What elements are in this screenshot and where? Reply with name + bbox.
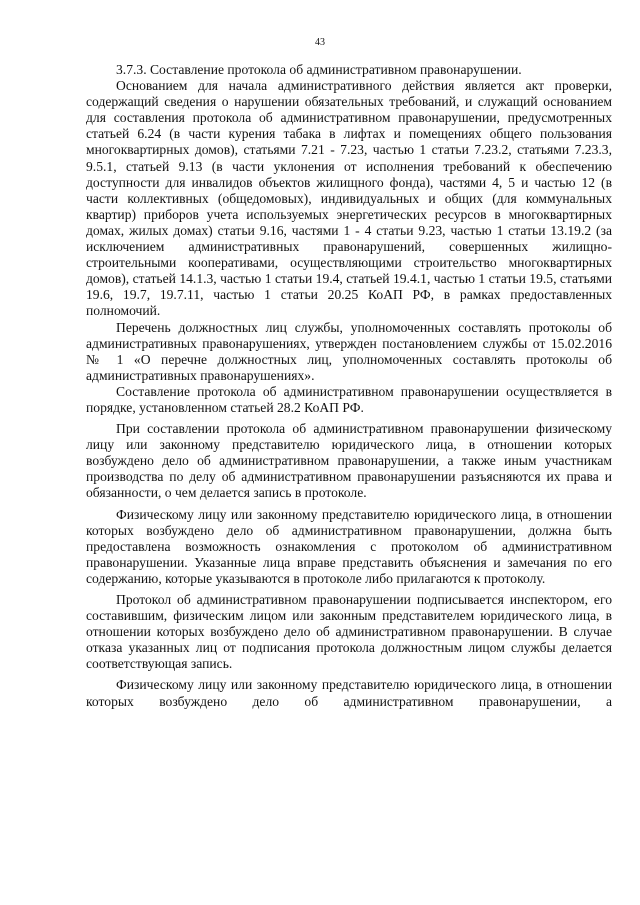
paragraph-copy-delivery: Физическому лицу или законному представителю юридического лица, в отношении которых возбуждено дело об административном правонарушении, а [86,677,612,709]
paragraph-signing: Протокол об административном правонарушении подписывается инспектором, его составившим, физическим лицом или законным представителем юридического лица, в отношении которых возбуждено дело об административном правонарушении. В случае отказа указанных лиц от подписания протокола должностным лицом службы делается соответствующая запись. [86,592,612,672]
paragraph-grounds: Основанием для начала административного действия является акт проверки, содержащий сведения о нарушении обязательных требований, и служащий основанием для составления протокола об административном правонарушении, предусмотренных статьей 6.24 (в части курения табака в лифтах и помещениях общего пользования многоквартирных домов), статьями 7.21 - 7.23, частью 1 статьи 7.23.2, статьями 7.23.3, 9.5.1, статьей 9.13 (в части уклонения от исполнения требований к обеспечению доступности для инвалидов объектов жилищного фонда), частями 4, 5 и частью 12 (в части коллективных (общедомовых), индивидуальных и общих (для коммунальных квартир) приборов учета используемых энергетических ресурсов в многоквартирных домах, жилых домах) статьи 9.16, частями 1 - 4 статьи 9.23, частью 1 статьи 13.19.2 (за исключением административных правонарушений, совершенных жилищно-строительными кооперативами, осуществляющими строительство многоквартирных домов), статьей 14.1.3, частью 1 статьи 19.4, статьей 19.4.1, частью 1 статьи 19.5, статьями 19.6, 19.7, 19.7.11, частью 1 статьи 20.25 КоАП РФ, в рамках предоставленных полномочий. [86,78,612,319]
paragraph-procedure: Составление протокола об административном правонарушении осуществляется в порядке, установленном статьей 28.2 КоАП РФ. [86,383,612,415]
document-body [86,62,612,710]
paragraph-officials-list: Перечень должностных лиц службы, уполномоченных составлять протоколы об административных правонарушениях, утвержден постановлением службы от 15.02.2016 № 1 «О перечне должностных лиц, уполномоченных составлять протоколы об административных правонарушениях». [86,319,612,383]
paragraph-familiarization: Физическому лицу или законному представителю юридического лица, в отношении которых возбуждено дело об административном правонарушении, должна быть предоставлена возможность ознакомления с протоколом об административном правонарушении. Указанные лица вправе представить объяснения и замечания по его содержанию, которые указываются в протоколе либо прилагаются к протоколу. [86,506,612,586]
page-number: 43 [315,37,325,48]
section-title: 3.7.3. Составление протокола об административном правонарушении. [116,62,522,77]
paragraph-rights-explanation: При составлении протокола об административном правонарушении физическому лицу или законному представителю юридического лица, в отношении которых возбуждено дело об административном правонарушении, а также иным участникам производства по делу об административном правонарушении разъясняются их права и обязанности, о чем делается запись в протоколе. [86,421,612,501]
